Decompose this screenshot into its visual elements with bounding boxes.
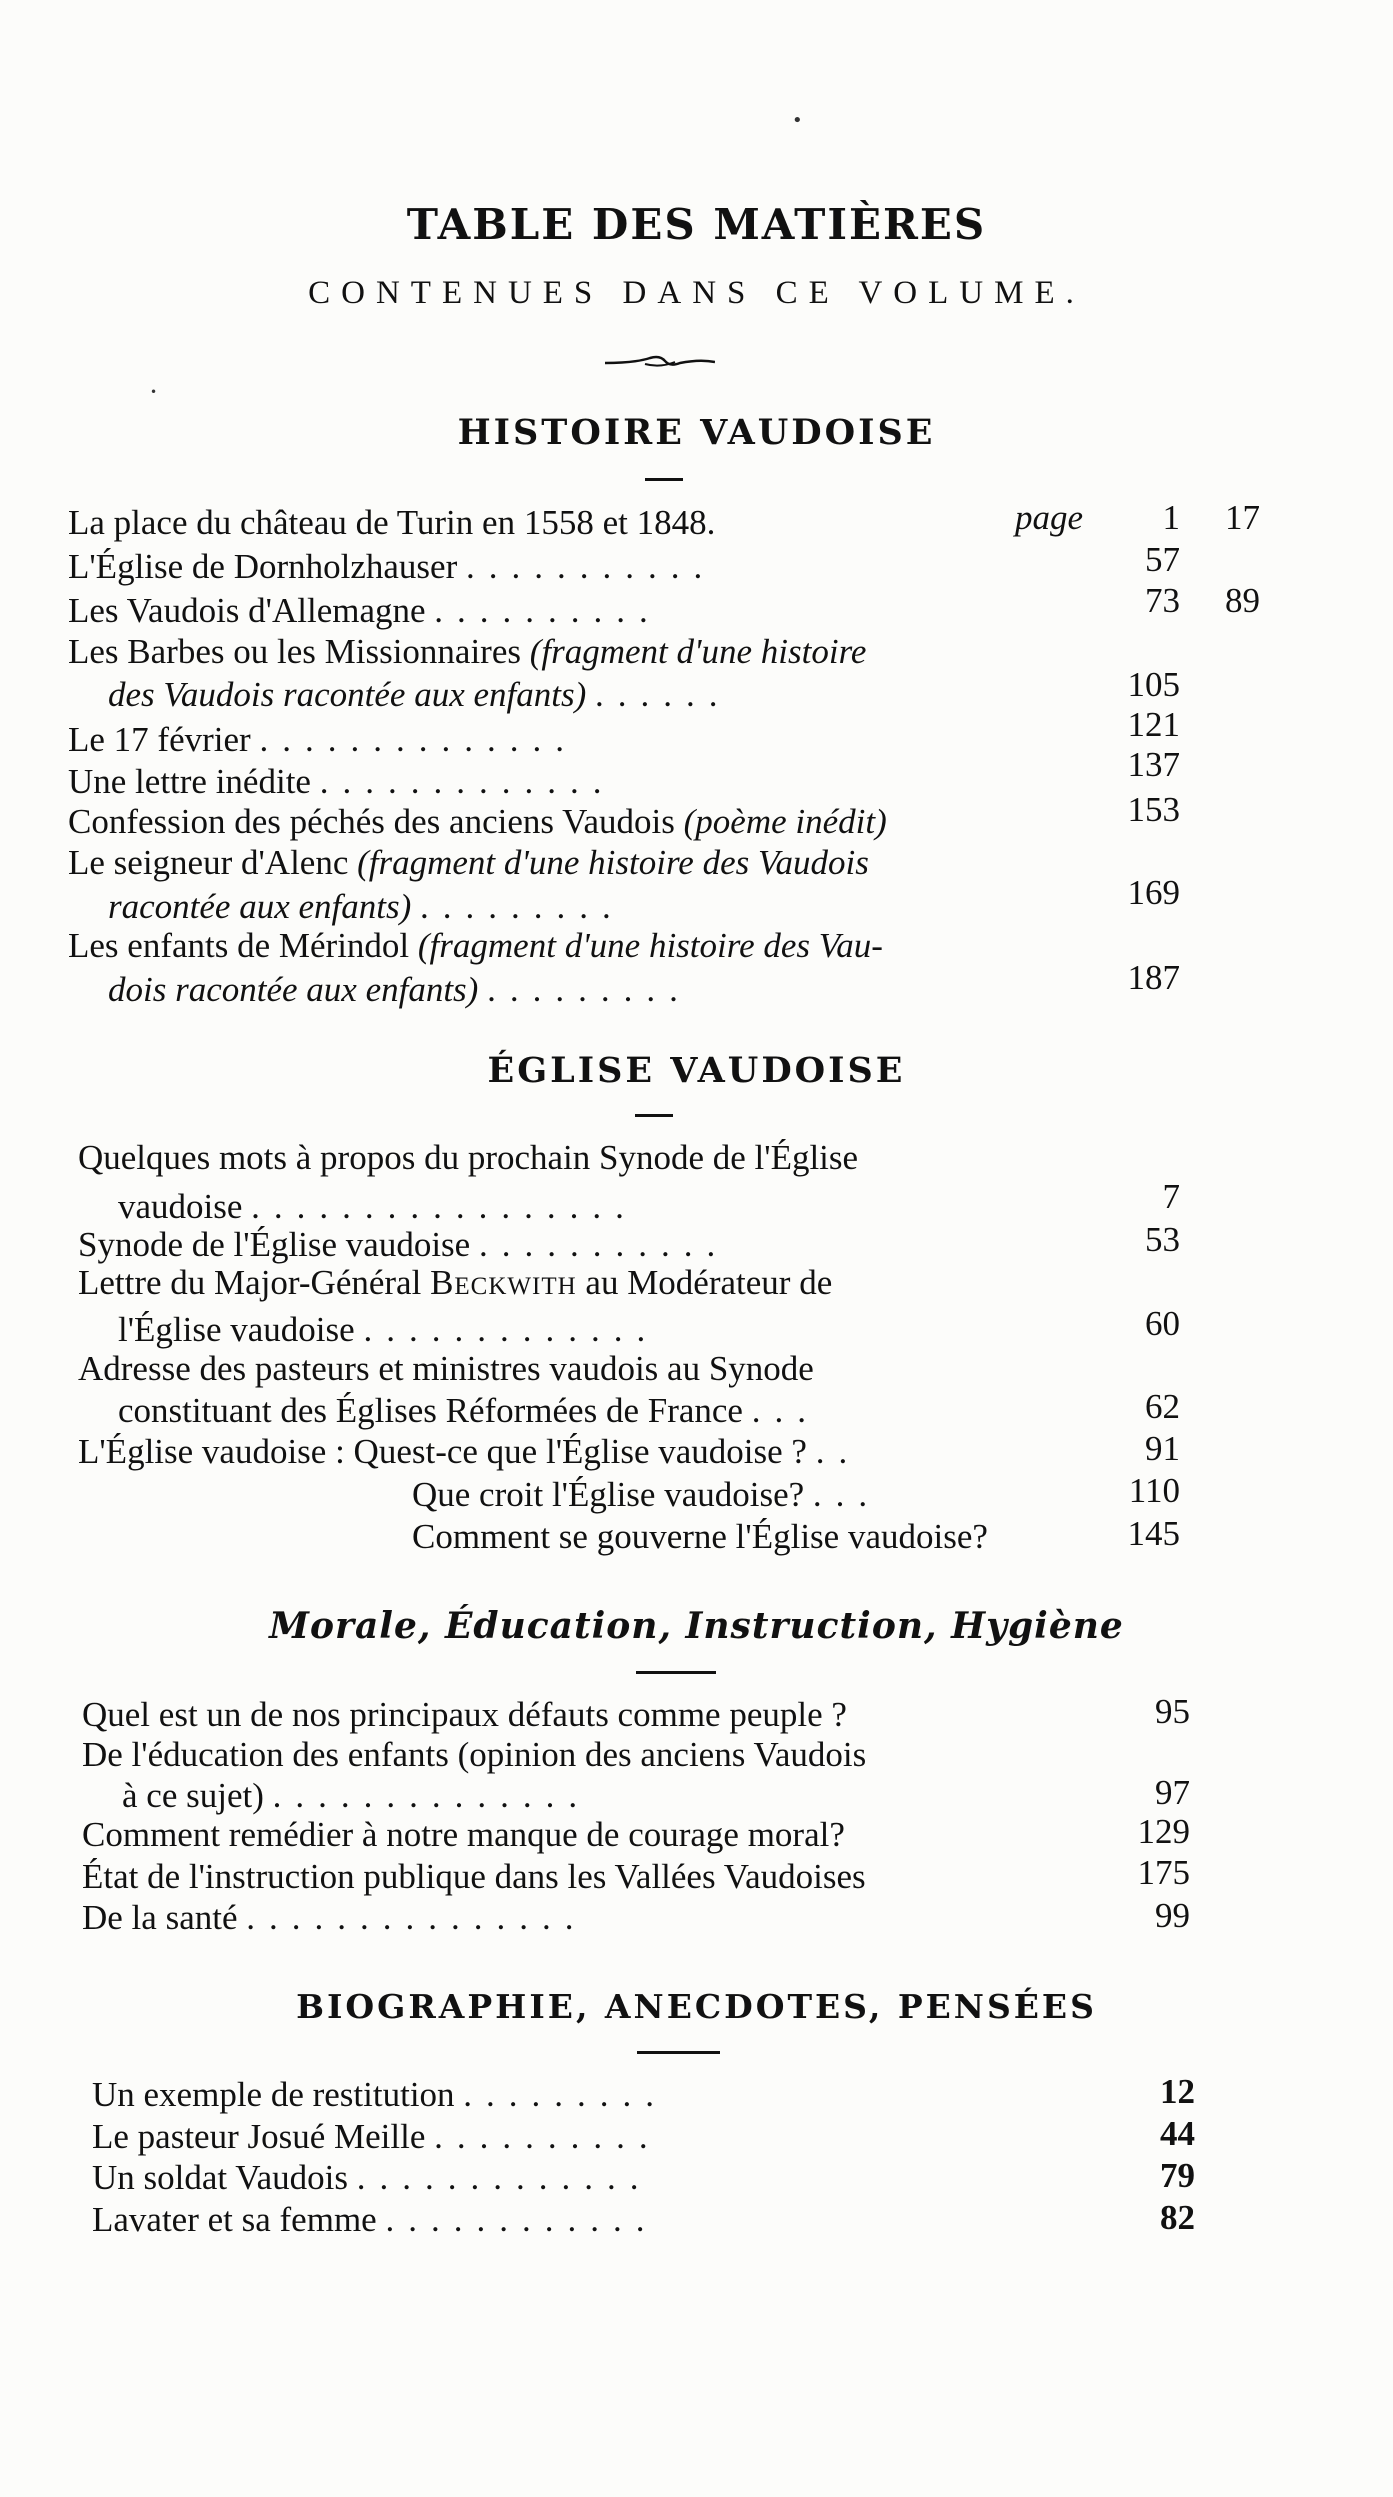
section-rule bbox=[645, 478, 683, 481]
page-number: 105 bbox=[1127, 665, 1180, 704]
toc-entry-continuation: constituant des Églises Réformées de France ... bbox=[118, 1391, 820, 1430]
page-number: 82 bbox=[1160, 2198, 1195, 2237]
page-number: 44 bbox=[1160, 2114, 1195, 2153]
toc-entry: Quel est un de nos principaux défauts comme peuple ? bbox=[82, 1695, 847, 1734]
toc-entry: De l'éducation des enfants (opinion des anciens Vaudois bbox=[82, 1735, 867, 1774]
toc-entry: Un exemple de restitution ......... bbox=[92, 2075, 669, 2114]
page-number: 145 bbox=[1127, 1514, 1180, 1553]
page-number: 1 bbox=[1162, 498, 1180, 537]
page-number: 137 bbox=[1127, 745, 1180, 784]
toc-entry: La place du château de Turin en 1558 et 1848. bbox=[68, 503, 716, 542]
toc-entry: Quelques mots à propos du prochain Synode de l'Église bbox=[78, 1138, 859, 1177]
section-heading-morale: Morale, Éducation, Instruction, Hygiène bbox=[269, 1605, 1124, 1647]
page-number: 60 bbox=[1145, 1304, 1180, 1343]
toc-entry: Le seigneur d'Alenc (fragment d'une histoire des Vaudois bbox=[68, 843, 869, 882]
toc-entry: Une lettre inédite ............. bbox=[68, 762, 616, 801]
ink-speck: • bbox=[150, 385, 158, 399]
toc-entry-continuation: à ce sujet) .............. bbox=[122, 1776, 592, 1815]
toc-entry-continuation: l'Église vaudoise ............. bbox=[118, 1310, 660, 1349]
page-number: 79 bbox=[1160, 2156, 1195, 2195]
page-number: 169 bbox=[1127, 873, 1180, 912]
page-number: 53 bbox=[1145, 1220, 1180, 1259]
page-number: 12 bbox=[1160, 2072, 1195, 2111]
page-number: 99 bbox=[1155, 1896, 1190, 1935]
page-subtitle: CONTENUES DANS CE VOLUME. bbox=[308, 275, 1085, 311]
page-number: 175 bbox=[1137, 1853, 1190, 1892]
toc-entry: L'Église de Dornholzhauser ........... bbox=[68, 547, 717, 586]
section-rule bbox=[637, 2051, 720, 2054]
page-number: 187 bbox=[1127, 958, 1180, 997]
toc-entry: Les enfants de Mérindol (fragment d'une histoire des Vau- bbox=[68, 926, 883, 965]
toc-entry: Lavater et sa femme ............ bbox=[92, 2200, 659, 2239]
section-heading-eglise: ÉGLISE VAUDOISE bbox=[487, 1050, 906, 1091]
page-number-extra: 17 bbox=[1225, 498, 1260, 537]
page-number: 62 bbox=[1145, 1387, 1180, 1426]
ornament-divider bbox=[605, 354, 715, 370]
page-number-extra: 89 bbox=[1225, 581, 1260, 620]
toc-entry-continuation: vaudoise ................. bbox=[118, 1187, 638, 1226]
toc-entry: Synode de l'Église vaudoise ........... bbox=[78, 1225, 730, 1264]
section-heading-biographie: BIOGRAPHIE, ANECDOTES, PENSÉES bbox=[296, 1987, 1097, 2026]
toc-entry: Le pasteur Josué Meille .......... bbox=[92, 2117, 662, 2156]
person-name: Beckwith bbox=[430, 1263, 577, 1302]
toc-entry: Que croit l'Église vaudoise? ... bbox=[412, 1475, 882, 1514]
page-number: 110 bbox=[1128, 1471, 1180, 1510]
toc-entry: État de l'instruction publique dans les Vallées Vaudoises bbox=[82, 1857, 866, 1896]
page-number: 121 bbox=[1127, 705, 1180, 744]
page-number: 129 bbox=[1137, 1812, 1190, 1851]
toc-entry-continuation: dois racontée aux enfants) ......... bbox=[108, 970, 692, 1009]
toc-entry: Comment remédier à notre manque de courage moral? bbox=[82, 1815, 845, 1854]
page-number: 73 bbox=[1145, 581, 1180, 620]
section-rule bbox=[635, 1114, 673, 1117]
toc-entry-continuation: racontée aux enfants) ......... bbox=[108, 887, 625, 926]
page-label: page bbox=[1015, 498, 1084, 537]
section-heading-histoire: HISTOIRE VAUDOISE bbox=[457, 412, 936, 453]
toc-entry: Le 17 février .............. bbox=[68, 720, 578, 759]
toc-entry: Adresse des pasteurs et ministres vaudois au Synode bbox=[78, 1349, 814, 1388]
page-title: TABLE DES MATIÈRES bbox=[406, 200, 987, 249]
page-number: 91 bbox=[1145, 1429, 1180, 1468]
page-number: 7 bbox=[1162, 1177, 1180, 1216]
page-number: 95 bbox=[1155, 1692, 1190, 1731]
toc-entry: De la santé ............... bbox=[82, 1898, 588, 1937]
section-rule bbox=[636, 1671, 716, 1674]
toc-entry-continuation: des Vaudois racontée aux enfants) ...... bbox=[108, 675, 732, 714]
page-number: 153 bbox=[1127, 790, 1180, 829]
toc-entry: Les Vaudois d'Allemagne .......... bbox=[68, 591, 662, 630]
toc-entry: Comment se gouverne l'Église vaudoise? bbox=[412, 1517, 988, 1556]
toc-entry: L'Église vaudoise : Quest-ce que l'Église vaudoise ? .. bbox=[78, 1432, 862, 1471]
page-number: 57 bbox=[1145, 540, 1180, 579]
ink-speck: • bbox=[792, 110, 803, 131]
toc-entry: Confession des péchés des anciens Vaudois (poème inédit) bbox=[68, 802, 887, 841]
toc-entry: Les Barbes ou les Missionnaires (fragment d'une histoire bbox=[68, 632, 867, 671]
toc-entry: Lettre du Major-Général Beckwith au Modérateur de bbox=[78, 1263, 833, 1302]
toc-entry: Un soldat Vaudois ............. bbox=[92, 2158, 653, 2197]
page-number: 97 bbox=[1155, 1773, 1190, 1812]
